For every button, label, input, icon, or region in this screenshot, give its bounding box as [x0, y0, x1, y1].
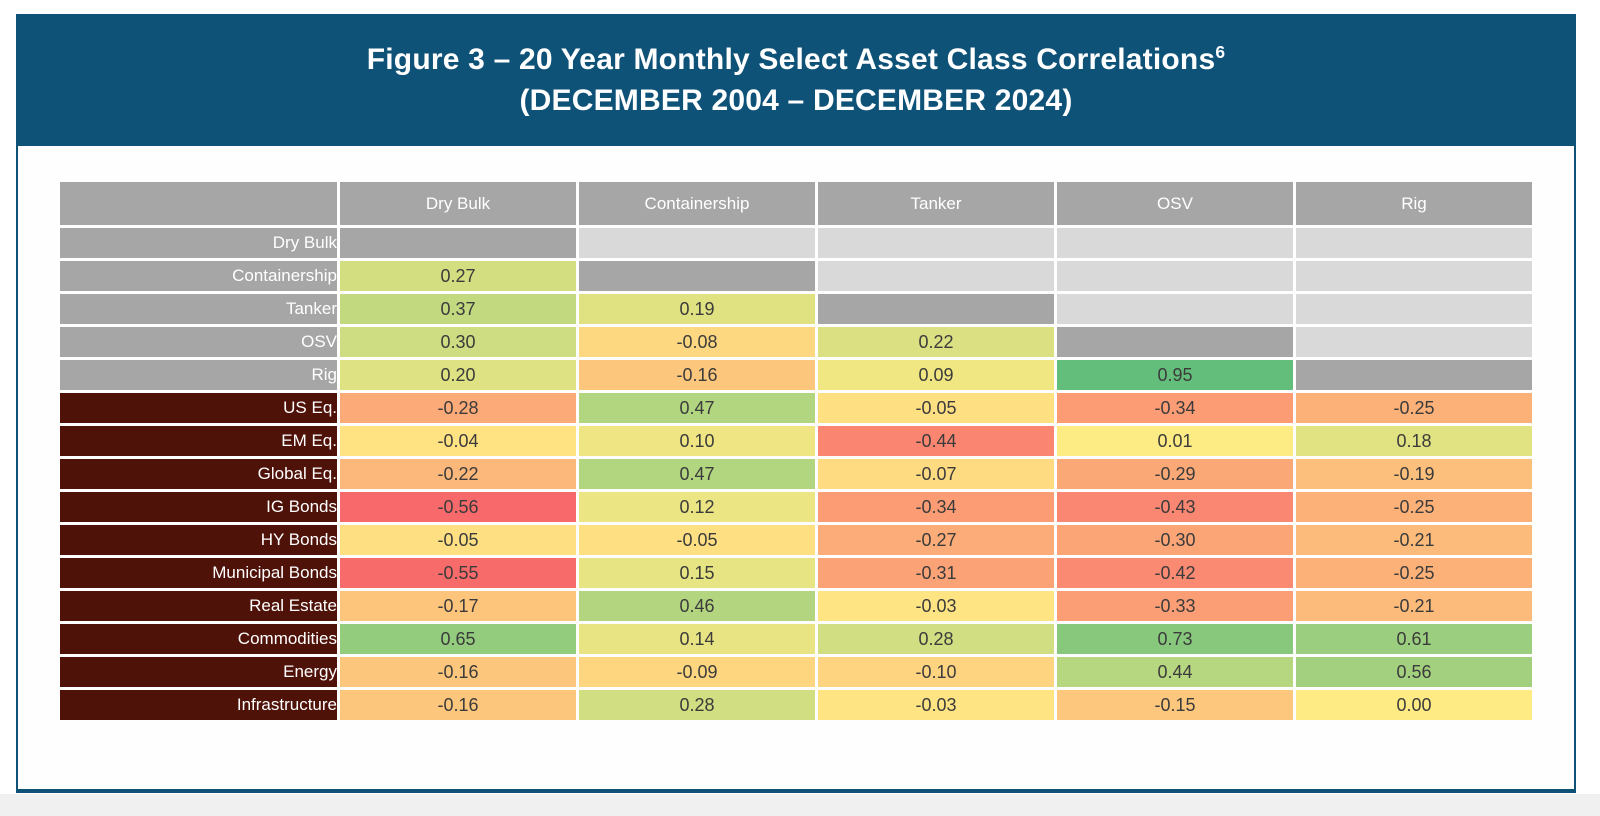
correlation-cell: 0.22 [818, 327, 1054, 357]
figure-title [367, 43, 1225, 77]
table-row [60, 624, 1532, 654]
correlation-cell: 0.14 [579, 624, 815, 654]
row-label: Global Eq. [60, 459, 337, 489]
correlation-cell: 0.73 [1057, 624, 1293, 654]
correlation-cell: -0.17 [340, 591, 576, 621]
table-row [60, 294, 1532, 324]
row-label: Rig [60, 360, 337, 390]
correlation-cell: 0.00 [1296, 690, 1532, 720]
correlation-cell: -0.25 [1296, 393, 1532, 423]
correlation-cell: -0.15 [1057, 690, 1293, 720]
table-row [60, 558, 1532, 588]
correlation-cell: 0.20 [340, 360, 576, 390]
correlation-cell: -0.09 [579, 657, 815, 687]
correlation-cell: -0.31 [818, 558, 1054, 588]
correlation-cell: -0.43 [1057, 492, 1293, 522]
correlation-cell: 0.28 [579, 690, 815, 720]
row-label: HY Bonds [60, 525, 337, 555]
row-label: Containership [60, 261, 337, 291]
row-label: Energy [60, 657, 337, 687]
corner-cell [60, 182, 337, 225]
diagonal-cell [1057, 327, 1293, 357]
correlation-cell: -0.44 [818, 426, 1054, 456]
correlation-cell: 0.09 [818, 360, 1054, 390]
table-body [60, 228, 1532, 720]
figure-title-banner [18, 14, 1574, 146]
correlation-cell: 0.65 [340, 624, 576, 654]
correlation-cell: -0.28 [340, 393, 576, 423]
column-header: OSV [1057, 182, 1293, 225]
table-row [60, 426, 1532, 456]
empty-cell [818, 261, 1054, 291]
row-label: Infrastructure [60, 690, 337, 720]
correlation-cell: 0.12 [579, 492, 815, 522]
correlation-cell: -0.55 [340, 558, 576, 588]
correlation-cell: -0.56 [340, 492, 576, 522]
correlation-cell: -0.34 [818, 492, 1054, 522]
table-row [60, 360, 1532, 390]
table-row [60, 492, 1532, 522]
empty-cell [1057, 294, 1293, 324]
table-row [60, 327, 1532, 357]
empty-cell [818, 228, 1054, 258]
column-header: Dry Bulk [340, 182, 576, 225]
table-row [60, 393, 1532, 423]
empty-cell [1057, 228, 1293, 258]
correlation-cell: -0.21 [1296, 525, 1532, 555]
correlation-cell: 0.95 [1057, 360, 1293, 390]
correlation-table [57, 179, 1535, 723]
correlation-cell: -0.03 [818, 591, 1054, 621]
correlation-cell: 0.46 [579, 591, 815, 621]
correlation-cell: 0.15 [579, 558, 815, 588]
figure-title-text: Figure 3 – 20 Year Monthly Select Asset Class Correlations [366, 42, 1216, 76]
correlation-cell: -0.25 [1296, 492, 1532, 522]
table-row [60, 525, 1532, 555]
correlation-cell: -0.05 [818, 393, 1054, 423]
correlation-cell: 0.19 [579, 294, 815, 324]
table-row [60, 690, 1532, 720]
table-row [60, 261, 1532, 291]
column-header: Rig [1296, 182, 1532, 225]
correlation-cell: 0.37 [340, 294, 576, 324]
diagonal-cell [340, 228, 576, 258]
correlation-cell: 0.10 [579, 426, 815, 456]
table-row [60, 657, 1532, 687]
correlation-cell: 0.28 [818, 624, 1054, 654]
correlation-cell: -0.03 [818, 690, 1054, 720]
row-label: IG Bonds [60, 492, 337, 522]
figure-frame [16, 14, 1576, 793]
row-label: OSV [60, 327, 337, 357]
correlation-cell: -0.25 [1296, 558, 1532, 588]
correlation-cell: 0.30 [340, 327, 576, 357]
correlation-cell: 0.47 [579, 459, 815, 489]
correlation-cell: -0.04 [340, 426, 576, 456]
correlation-cell: -0.21 [1296, 591, 1532, 621]
correlation-cell: 0.47 [579, 393, 815, 423]
correlation-cell: -0.16 [340, 690, 576, 720]
column-header: Tanker [818, 182, 1054, 225]
correlation-cell: -0.33 [1057, 591, 1293, 621]
diagonal-cell [579, 261, 815, 291]
row-label: EM Eq. [60, 426, 337, 456]
correlation-cell: -0.29 [1057, 459, 1293, 489]
correlation-cell: 0.01 [1057, 426, 1293, 456]
empty-cell [1296, 327, 1532, 357]
correlation-cell: 0.44 [1057, 657, 1293, 687]
row-label: US Eq. [60, 393, 337, 423]
table-row [60, 591, 1532, 621]
correlation-cell: -0.08 [579, 327, 815, 357]
table-row [60, 228, 1532, 258]
row-label: Dry Bulk [60, 228, 337, 258]
row-label: Municipal Bonds [60, 558, 337, 588]
correlation-cell: -0.07 [818, 459, 1054, 489]
correlation-cell: -0.42 [1057, 558, 1293, 588]
correlation-cell: -0.34 [1057, 393, 1293, 423]
empty-cell [1296, 261, 1532, 291]
row-label: Commodities [60, 624, 337, 654]
correlation-cell: 0.27 [340, 261, 576, 291]
figure-subtitle: (DECEMBER 2004 – DECEMBER 2024) [519, 83, 1073, 117]
table-row [60, 459, 1532, 489]
row-label: Tanker [60, 294, 337, 324]
diagonal-cell [1296, 360, 1532, 390]
diagonal-cell [818, 294, 1054, 324]
correlation-cell: -0.30 [1057, 525, 1293, 555]
column-header: Containership [579, 182, 815, 225]
footer-strip [0, 794, 1600, 816]
correlation-cell: 0.18 [1296, 426, 1532, 456]
correlation-cell: 0.56 [1296, 657, 1532, 687]
correlation-cell: -0.05 [579, 525, 815, 555]
correlation-cell: -0.05 [340, 525, 576, 555]
correlation-cell: -0.19 [1296, 459, 1532, 489]
correlation-cell: -0.22 [340, 459, 576, 489]
figure-title-footnote-marker: 6 [1215, 41, 1226, 62]
correlation-cell: -0.16 [340, 657, 576, 687]
empty-cell [1296, 228, 1532, 258]
correlation-cell: -0.27 [818, 525, 1054, 555]
row-label: Real Estate [60, 591, 337, 621]
empty-cell [1296, 294, 1532, 324]
empty-cell [1057, 261, 1293, 291]
empty-cell [579, 228, 815, 258]
correlation-cell: 0.61 [1296, 624, 1532, 654]
table-header-row [60, 182, 1532, 225]
correlation-cell: -0.10 [818, 657, 1054, 687]
correlation-cell: -0.16 [579, 360, 815, 390]
